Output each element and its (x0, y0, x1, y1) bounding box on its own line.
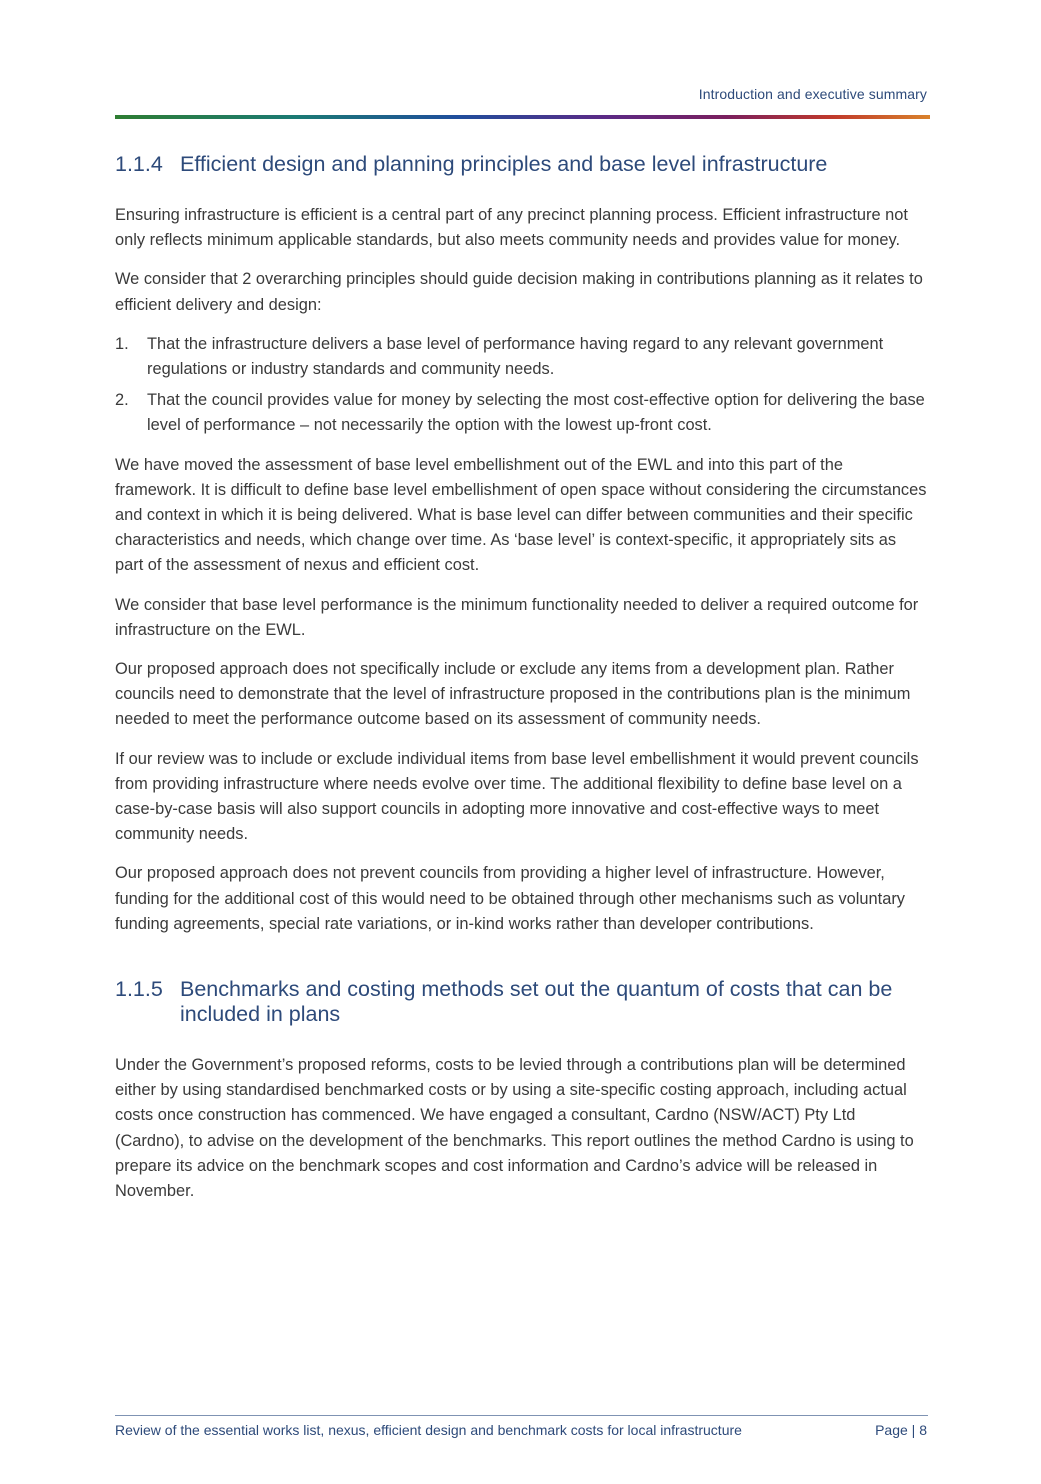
list-marker: 1. (115, 334, 129, 353)
paragraph: If our review was to include or exclude individual items from base level embellishment it would prevent councils from providing infrastructure where needs evolve over time. The additional flexibility to define base level on a case-by-case basis will also support councils in adopting more innovative and cost-effective ways to meet community needs. (115, 749, 919, 844)
paragraph: We have moved the assessment of base level embellishment out of the EWL and into this part of the framework. It is difficult to define base level embellishment of open space without considering the circumstances and context in which it is being delivered. What is base level can differ between communities and their specific characteristics and needs, which change over time. As ‘base level’ is context-specific, it appropriately sits as part of the assessment of nexus and efficient cost. (115, 455, 927, 575)
paragraph: Under the Government’s proposed reforms, costs to be levied through a contributions plan will be determined either by using standardised benchmarked costs or by using a site-specific costing approach, including actual costs once construction has commenced. We have engaged a consultant, Cardno (NSW/ACT) Pty Ltd (Cardno), to advise on the development of the benchmarks. This report outlines the method Cardno is using to prepare its advice on the benchmark scopes and cost information and Cardno’s advice will be released in November. (115, 1056, 914, 1201)
paragraph: Ensuring infrastructure is efficient is a central part of any precinct planning process. Efficient infrastructure not only reflects minimum applicable standards, but also meets community needs and provides value for money. (115, 206, 908, 250)
list-item-text: That the infrastructure delivers a base level of performance having regard to any relevant government regulations or industry standards and community needs. (147, 334, 884, 379)
header-gradient-rule (115, 115, 930, 119)
section-number: 1.1.5 (115, 977, 163, 1002)
footer-page-number: Page | 8 (875, 1422, 927, 1438)
section-title: Efficient design and planning principles and base level infrastructure (180, 152, 828, 176)
section-number: 1.1.4 (115, 152, 163, 176)
footer-document-title: Review of the essential works list, nexus, efficient design and benchmark costs for local infrastructure (115, 1422, 742, 1438)
paragraph: We consider that 2 overarching principles should guide decision making in contributions planning as it relates to efficient delivery and design: (115, 270, 923, 314)
list-item (115, 388, 927, 438)
list-marker: 2. (115, 391, 129, 410)
running-header: Introduction and executive summary (698, 86, 927, 102)
footer-rule (115, 1415, 928, 1416)
list-item-text: That the council provides value for money by selecting the most cost-effective option for delivering the base level of performance – not necessarily the option with the lowest up-front cost. (147, 391, 925, 435)
paragraph: Our proposed approach does not prevent councils from providing a higher level of infrastructure. However, funding for the additional cost of this would need to be obtained through other mechanisms such as voluntary funding agreements, special rate variations, or in-kind works rather than developer contributions. (115, 864, 905, 933)
paragraph: Our proposed approach does not specifically include or exclude any items from a development plan. Rather councils need to demonstrate that the level of infrastructure proposed in the contributions plan is the minimum needed to meet the performance outcome based on its assessment of community needs. (115, 660, 911, 729)
section-heading-1-1-4 (115, 152, 927, 177)
section-title: Benchmarks and costing methods set out the quantum of costs that can be included in plans (180, 977, 893, 1027)
principles-list (115, 332, 927, 439)
list-item (115, 332, 927, 382)
paragraph: We consider that base level performance is the minimum functionality needed to deliver a required outcome for infrastructure on the EWL. (115, 595, 919, 639)
page-content (115, 152, 927, 1218)
section-heading-1-1-5 (115, 977, 927, 1027)
